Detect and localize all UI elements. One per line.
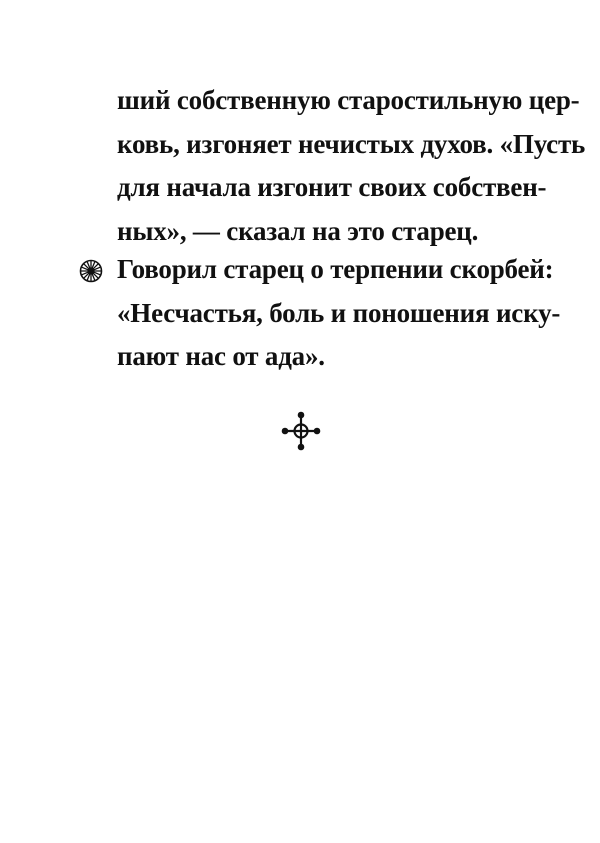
text-line: ший собственную старостильную цер-: [117, 85, 580, 115]
text-line: ных», — сказал на это старец.: [117, 215, 479, 246]
paragraph-continuation: [117, 79, 586, 253]
text-line: «Несчастья, боль и поношения иску-: [117, 297, 561, 328]
text-line: Говорил старец о терпении скорбей:: [117, 254, 554, 284]
text-line: для начала изгонит своих собствен-: [117, 172, 547, 202]
text-line: пают нас от ада».: [117, 341, 325, 371]
sun-wheel-icon: [79, 259, 103, 283]
paragraph-quote: [117, 248, 561, 379]
cross-ornament-icon: [281, 411, 321, 451]
text-line: ковь, изгоняет нечистых духов. «Пусть: [117, 128, 586, 159]
